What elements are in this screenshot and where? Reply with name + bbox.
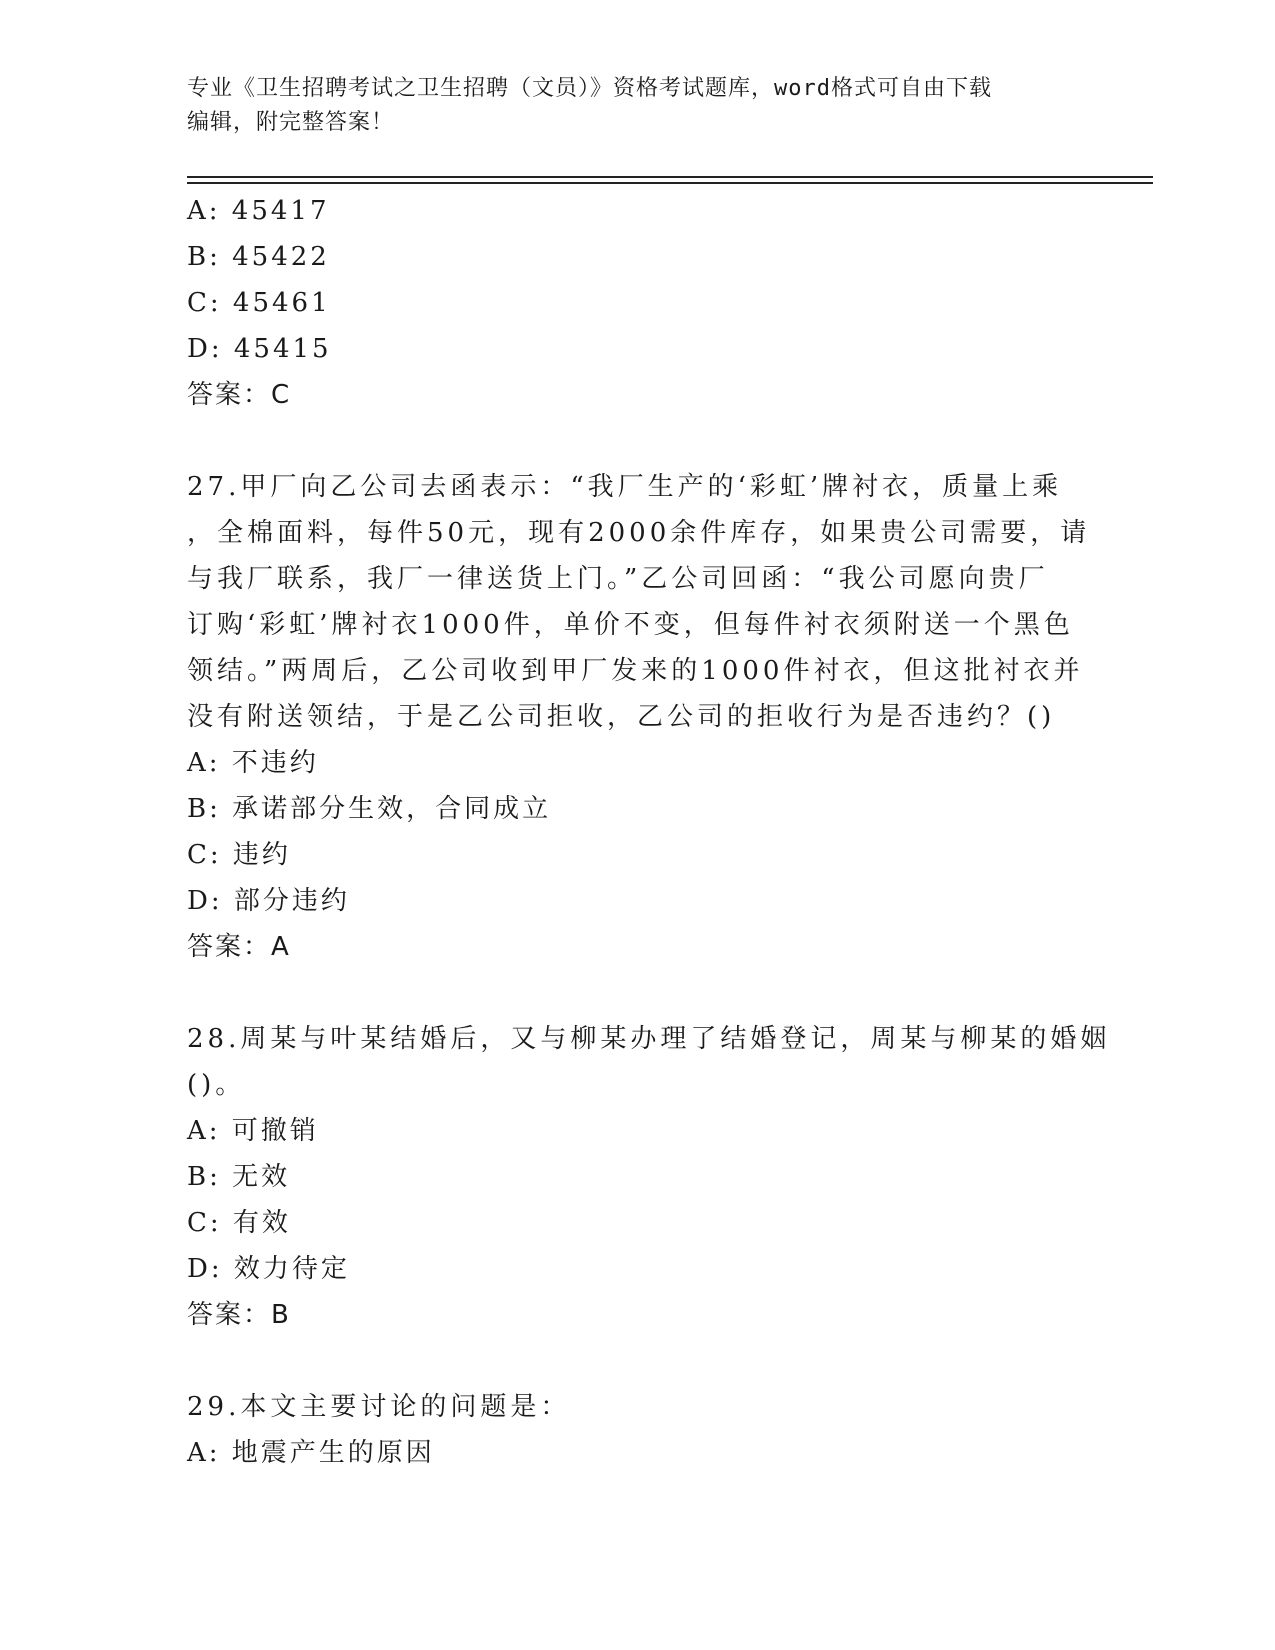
question-text [187, 464, 1091, 740]
option-a: A: 地震产生的原因 [187, 1438, 435, 1468]
question-text [187, 1016, 1111, 1108]
spacer [187, 418, 1067, 464]
question-line: ，全棉面料，每件50元，现有2000余件库存，如果贵公司需要，请 [187, 518, 1091, 548]
option-c: C: 违约 [187, 840, 291, 870]
question-line: 29.本文主要讨论的问题是： [187, 1392, 571, 1422]
spacer [187, 1338, 1067, 1384]
answer-label: 答案：A [187, 932, 291, 962]
question-line: ()。 [187, 1070, 246, 1100]
question-line: 与我厂联系，我厂一律送货上门。”乙公司回函：“我公司愿向贵厂 [187, 564, 1049, 594]
option-d: D: 效力待定 [187, 1254, 350, 1284]
question-line: 27.甲厂向乙公司去函表示：“我厂生产的‘彩虹’牌衬衣，质量上乘 [187, 472, 1063, 502]
option-d: D: 45415 [187, 334, 332, 364]
answer-label: 答案：B [187, 1300, 291, 1330]
question-list [187, 188, 1111, 1476]
option-a: A: 不违约 [187, 748, 319, 778]
option-c: C: 45461 [187, 288, 331, 318]
option-a: A: 可撤销 [187, 1116, 319, 1146]
question-27 [187, 464, 1091, 970]
question-28 [187, 1016, 1111, 1338]
option-b: B: 承诺部分生效，合同成立 [187, 794, 552, 824]
question-26 [187, 188, 1067, 418]
option-d: D: 部分违约 [187, 886, 350, 916]
question-text [187, 1384, 1067, 1430]
spacer [187, 970, 1067, 1016]
header-divider-bottom [187, 182, 1153, 184]
question-line: 订购‘彩虹’牌衬衣1000件，单价不变，但每件衬衣须附送一个黑色 [187, 610, 1074, 640]
answer-label: 答案：C [187, 380, 292, 410]
question-line: 28.周某与叶某结婚后，又与柳某办理了结婚登记，周某与柳某的婚姻 [187, 1024, 1111, 1054]
header-divider-top [187, 176, 1153, 178]
option-a: A: 45417 [187, 196, 330, 226]
question-line: 领结。”两周后，乙公司收到甲厂发来的1000件衬衣，但这批衬衣并 [187, 656, 1084, 686]
question-line: 没有附送领结，于是乙公司拒收，乙公司的拒收行为是否违约？() [187, 702, 1056, 732]
header-line-2: 编辑，附完整答案！ [187, 110, 395, 135]
option-b: B: 45422 [187, 242, 330, 272]
option-b: B: 无效 [187, 1162, 291, 1192]
question-29 [187, 1384, 1067, 1476]
document-header [187, 72, 1067, 140]
option-c: C: 有效 [187, 1208, 291, 1238]
header-line-1: 专业《卫生招聘考试之卫生招聘（文员）》资格考试题库，word格式可自由下载 [187, 76, 992, 101]
